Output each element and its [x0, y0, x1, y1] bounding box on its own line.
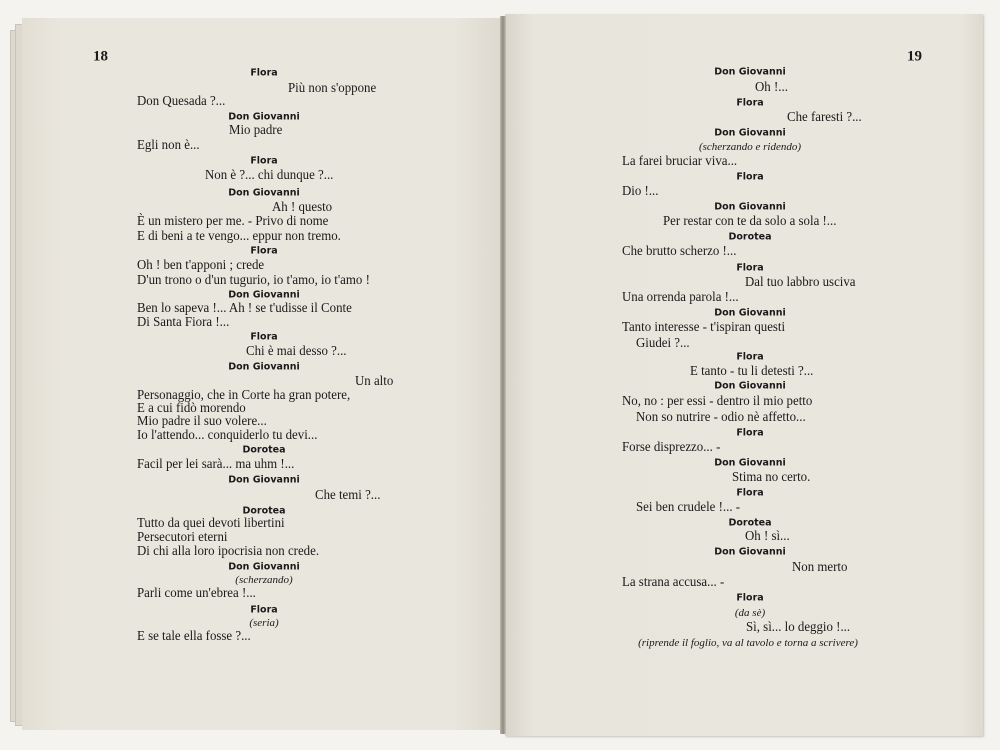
- verse-line: Egli non è...: [137, 138, 200, 153]
- verse-line: Tutto da quei devoti libertini: [137, 516, 285, 531]
- page-number-right: 19: [907, 48, 922, 65]
- stage-direction: (riprende il foglio, va al tavolo e torna a scrivere): [638, 637, 858, 649]
- verse-line: Oh ! ben t'apponi ; crede: [137, 258, 265, 273]
- page-number-left: 18: [93, 48, 108, 65]
- stage-direction: (da sè): [734, 607, 766, 619]
- verse-line: D'un trono o d'un tugurio, io t'amo, io t'amo !: [137, 273, 370, 288]
- verse-line: Che temi ?...: [315, 488, 381, 503]
- verse-line: Mio padre il suo volere...: [137, 414, 267, 429]
- verse-line: E se tale ella fosse ?...: [137, 629, 251, 644]
- verse-line: E di beni a te vengo... eppur non tremo.: [137, 229, 341, 244]
- verse-line: Dal tuo labbro usciva: [745, 275, 856, 290]
- speaker-name: Flora: [736, 427, 764, 439]
- speaker-name: Flora: [736, 351, 764, 363]
- verse-line: È un mistero per me. - Privo di nome: [137, 214, 329, 229]
- speaker-name: Don Giovanni: [228, 187, 300, 199]
- verse-line: Che faresti ?...: [787, 110, 862, 125]
- speaker-name: Flora: [736, 262, 764, 274]
- stage-direction: (seria): [249, 617, 279, 629]
- verse-line: Dio !...: [622, 184, 659, 199]
- verse-line: Sì, sì... lo deggio !...: [746, 620, 851, 635]
- speaker-name: Don Giovanni: [228, 474, 300, 486]
- verse-line: Parli come un'ebrea !...: [137, 586, 256, 601]
- verse-line: Che brutto scherzo !...: [622, 244, 737, 259]
- verse-line: Tanto interesse - t'ispiran questi: [622, 320, 786, 335]
- book-gutter: [500, 16, 506, 734]
- stage-direction: (scherzando): [235, 574, 293, 586]
- verse-line: Forse disprezzo... -: [622, 440, 721, 455]
- verse-line: Persecutori eterni: [137, 530, 228, 545]
- verse-line: E a cui fidò morendo: [137, 401, 246, 416]
- speaker-name: Flora: [736, 171, 764, 183]
- speaker-name: Dorotea: [728, 517, 772, 529]
- speaker-name: Flora: [736, 97, 764, 109]
- speaker-name: Don Giovanni: [714, 307, 786, 319]
- stage-direction: (scherzando e ridendo): [698, 141, 802, 153]
- speaker-name: Flora: [736, 487, 764, 499]
- speaker-name: Don Giovanni: [228, 111, 300, 123]
- speaker-name: Don Giovanni: [228, 361, 300, 373]
- verse-line: Don Quesada ?...: [137, 94, 226, 109]
- verse-line: Stima no certo.: [732, 470, 811, 485]
- verse-line: Mio padre: [229, 123, 283, 138]
- verse-line: Non merto: [792, 560, 848, 575]
- speaker-name: Don Giovanni: [714, 66, 786, 78]
- speaker-name: Dorotea: [242, 444, 286, 456]
- speaker-name: Flora: [250, 331, 278, 343]
- speaker-name: Don Giovanni: [228, 289, 300, 301]
- verse-line: Di chi alla loro ipocrisia non crede.: [137, 544, 320, 559]
- verse-line: Ah ! questo: [272, 200, 333, 215]
- speaker-name: Don Giovanni: [714, 380, 786, 392]
- speaker-name: Flora: [250, 245, 278, 257]
- verse-line: Giudei ?...: [636, 336, 690, 351]
- verse-line: La strana accusa... -: [622, 575, 725, 590]
- verse-line: Oh !...: [755, 80, 788, 95]
- speaker-name: Dorotea: [242, 505, 286, 517]
- verse-line: Personaggio, che in Corte ha gran potere,: [137, 388, 351, 403]
- verse-line: Io l'attendo... conquiderlo tu devi...: [137, 428, 318, 443]
- verse-line: Sei ben crudele !... -: [636, 500, 741, 515]
- speaker-name: Don Giovanni: [714, 127, 786, 139]
- verse-line: Facil per lei sarà... ma uhm !...: [137, 457, 295, 472]
- verse-line: Di Santa Fiora !...: [137, 315, 230, 330]
- verse-line: La farei bruciar viva...: [622, 154, 738, 169]
- speaker-name: Flora: [250, 604, 278, 616]
- verse-line: Chi è mai desso ?...: [246, 344, 347, 359]
- verse-line: Per restar con te da solo a sola !...: [663, 214, 837, 229]
- speaker-name: Dorotea: [728, 231, 772, 243]
- speaker-name: Flora: [250, 67, 278, 79]
- speaker-name: Don Giovanni: [714, 457, 786, 469]
- verse-line: E tanto - tu li detesti ?...: [690, 364, 814, 379]
- verse-line: Più non s'oppone: [288, 81, 377, 96]
- verse-line: Oh ! sì...: [745, 529, 790, 544]
- verse-line: Ben lo sapeva !... Ah ! se t'udisse il Conte: [137, 301, 352, 316]
- verse-line: No, no : per essi - dentro il mio petto: [622, 394, 813, 409]
- verse-line: Una orrenda parola !...: [622, 290, 739, 305]
- speaker-name: Don Giovanni: [714, 546, 786, 558]
- verse-line: Non è ?... chi dunque ?...: [205, 168, 334, 183]
- speaker-name: Don Giovanni: [714, 201, 786, 213]
- verse-line: Non so nutrire - odio nè affetto...: [636, 410, 806, 425]
- speaker-name: Don Giovanni: [228, 561, 300, 573]
- speaker-name: Flora: [736, 592, 764, 604]
- speaker-name: Flora: [250, 155, 278, 167]
- verse-line: Un alto: [355, 374, 394, 389]
